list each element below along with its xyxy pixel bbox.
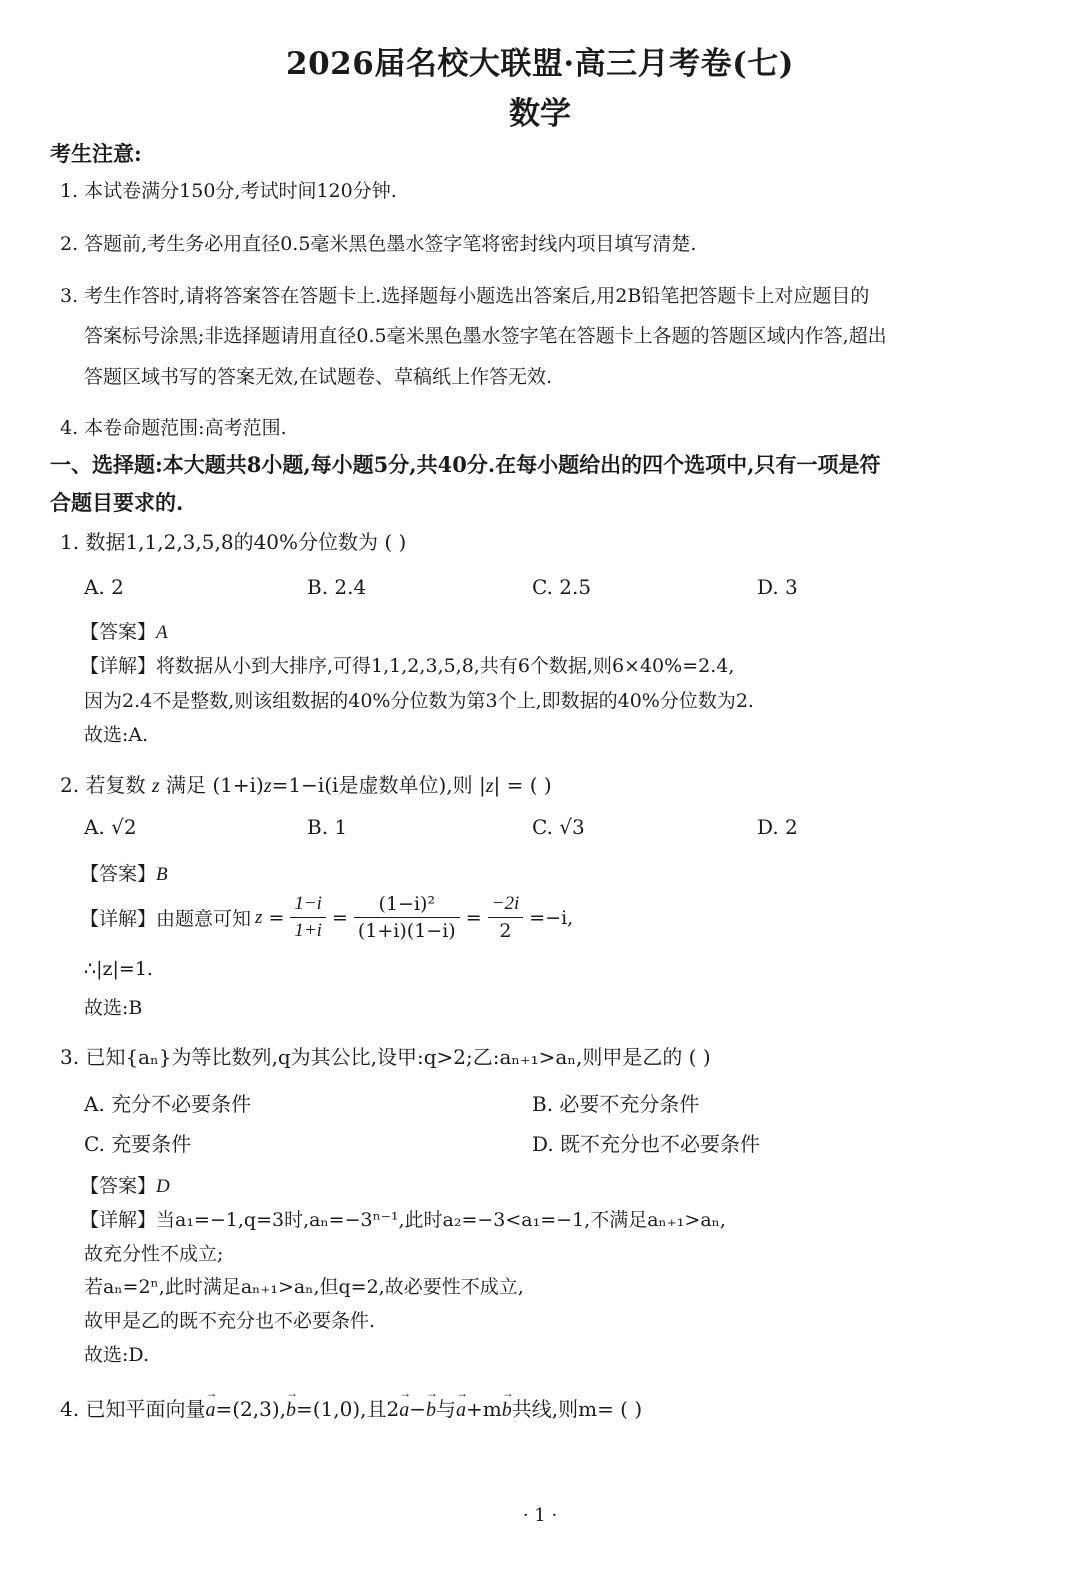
q3-answer-label: 【答案】 (80, 1175, 157, 1197)
q2-fraction-1 (290, 893, 326, 942)
q2-detail-z: z (255, 906, 263, 928)
q2-var-z2: z (263, 775, 272, 797)
exam-title: 2026届名校大联盟·高三月考卷(七) (286, 46, 794, 82)
notice-item-3-cont1: 答案标号涂黑;非选择题请用直径0.5毫米黑色墨水签字笔在答题卡上各题的答题区域内作答,超出 (84, 325, 887, 347)
section1-heading-line1: 一、选择题:本大题共8小题,每小题5分,共40分.在每小题给出的四个选项中,只有一项是符 (50, 452, 881, 477)
q2-stem-part3: =1−i(i是虚数单位),则 | (271, 773, 486, 797)
notice-item-2: 2. 答题前,考生务必用直径0.5毫米黑色墨水签字笔将密封线内项目填写清楚. (60, 233, 697, 255)
q3-option-b: B. 必要不充分条件 (532, 1092, 700, 1116)
q2-stem-part1: 2. 若复数 (60, 773, 146, 797)
q3-option-d: D. 既不充分也不必要条件 (532, 1132, 761, 1156)
q2-stem-part4: | = ( ) (493, 773, 552, 797)
q2-detail-label: 【详解】 (80, 908, 157, 930)
q4-vector-a3: → a (456, 1399, 466, 1422)
notice-item-3-cont2: 答题区域书写的答案无效,在试题卷、草稿纸上作答无效. (84, 366, 553, 388)
q2-option-d: D. 2 (757, 815, 798, 839)
q2-answer-label: 【答案】 (80, 863, 157, 885)
q1-detail-line1 (80, 651, 734, 678)
q3-select: 故选:D. (84, 1344, 149, 1366)
q2-select: 故选:B (84, 997, 143, 1019)
q2-frac1-num: 1−i (290, 893, 326, 918)
q2-fraction-3 (488, 893, 524, 942)
q2-frac2-den: (1+i)(1−i) (357, 920, 456, 942)
page-number: · 1 · (522, 1505, 558, 1526)
q4-stem-part1: 4. 已知平面向量 (60, 1397, 206, 1421)
q1-select: 故选:A. (84, 724, 149, 746)
q3-option-a: A. 充分不必要条件 (84, 1092, 252, 1116)
q2-var-z: z (151, 775, 160, 797)
q1-detail-line2: 因为2.4不是整数,则该组数据的40%分位数为第3个上,即数据的40%分位数为2. (84, 690, 754, 712)
q4-stem-part3: =(1,0),且2 (295, 1397, 400, 1421)
q2-answer (80, 859, 168, 886)
q3-answer (80, 1171, 170, 1198)
q1-option-c: C. 2.5 (532, 575, 592, 599)
q2-answer-value: B (156, 864, 168, 885)
q3-detail-label: 【详解】 (80, 1209, 157, 1231)
q1-answer-value: A (156, 622, 168, 643)
q3-detail-line1 (80, 1205, 726, 1232)
q2-stem-part2: 满足 (1+i) (165, 773, 264, 797)
section1-heading-line2: 合题目要求的. (50, 490, 184, 515)
q3-detail-line4: 故甲是乙的既不充分也不必要条件. (84, 1310, 376, 1332)
q2-option-b: B. 1 (307, 815, 348, 839)
q2-frac3-den: 2 (499, 920, 512, 942)
q4-stem-part6: 共线,则m= ( ) (511, 1397, 643, 1421)
q2-var-z3: z (485, 775, 494, 797)
q4-stem: 4. 已知平面向量→ a=(2,3),→ b=(1,0),且2→ a−→ b与→ a+m→ b共线,则m= ( ) (60, 1393, 642, 1422)
notice-heading: 考生注意: (50, 141, 142, 166)
notice-item-3: 3. 考生作答时,请将答案答在答题卡上.选择题每小题选出答案后,用2B铅笔把答题卡上对应题目的 (60, 285, 870, 307)
q4-vector-b2: → b (426, 1399, 436, 1422)
q2-stem (60, 769, 552, 798)
q1-stem: 1. 数据1,1,2,3,5,8的40%分位数为 ( ) (60, 530, 407, 554)
q3-answer-value: D (156, 1176, 170, 1197)
q2-option-c: C. √3 (532, 815, 585, 839)
notice-item-1: 1. 本试卷满分150分,考试时间120分钟. (60, 180, 397, 202)
q4-vector-a: → a (205, 1399, 215, 1422)
q2-therefore: ∴|z|=1. (84, 958, 153, 980)
q1-option-d: D. 3 (757, 575, 798, 599)
subject-title: 数学 (509, 96, 571, 132)
q4-vector-a2: → a (399, 1399, 409, 1422)
q4-stem-part2: =(2,3), (215, 1397, 286, 1421)
q1-option-a: A. 2 (84, 575, 124, 599)
q4-stem-part5: +m (466, 1397, 502, 1421)
q2-detail-suffix: =−i, (529, 906, 574, 929)
q4-vector-b: → b (286, 1399, 296, 1422)
q1-answer (80, 617, 168, 644)
q3-detail-line3: 若aₙ=2ⁿ,此时满足aₙ₊₁>aₙ,但q=2,故必要性不成立, (84, 1276, 524, 1298)
q3-detail-text1: 当a₁=−1,q=3时,aₙ=−3ⁿ⁻¹,此时a₂=−3<a₁=−1,不满足aₙ₊₁>aₙ, (156, 1209, 726, 1231)
q2-frac1-den: 1+i (294, 920, 322, 941)
q2-detail-line1: 【详解】 由题意可知 z = $\frac{1-i}{1+i}$ = $\frac{\text{(1−i)²}}{(1+i)(1-i)}$ = $\frac{-2i}{2}$ =−i, (80, 893, 574, 942)
q3-detail-line2: 故充分性不成立; (84, 1243, 224, 1265)
q2-frac3-num: −2i (488, 893, 524, 918)
q4-vector-b3: → b (502, 1399, 512, 1422)
q1-detail-label: 【详解】 (80, 655, 157, 677)
q4-stem-part4: 与 (436, 1397, 457, 1421)
q2-frac2-num: (1−i)² (354, 893, 460, 918)
q2-detail-prefix: 由题意可知 (156, 908, 252, 930)
q2-fraction-2 (354, 893, 460, 942)
q1-answer-label: 【答案】 (80, 621, 157, 643)
notice-item-4: 4. 本卷命题范围:高考范围. (60, 417, 287, 439)
q1-option-b: B. 2.4 (307, 575, 367, 599)
q3-stem: 3. 已知{aₙ}为等比数列,q为其公比,设甲:q>2;乙:aₙ₊₁>aₙ,则甲是乙的 ( ) (60, 1045, 711, 1069)
q2-option-a: A. √2 (84, 815, 137, 839)
q1-detail-text1: 将数据从小到大排序,可得1,1,2,3,5,8,共有6个数据,则6×40%=2.4, (156, 655, 735, 677)
q3-option-c: C. 充要条件 (84, 1132, 192, 1156)
